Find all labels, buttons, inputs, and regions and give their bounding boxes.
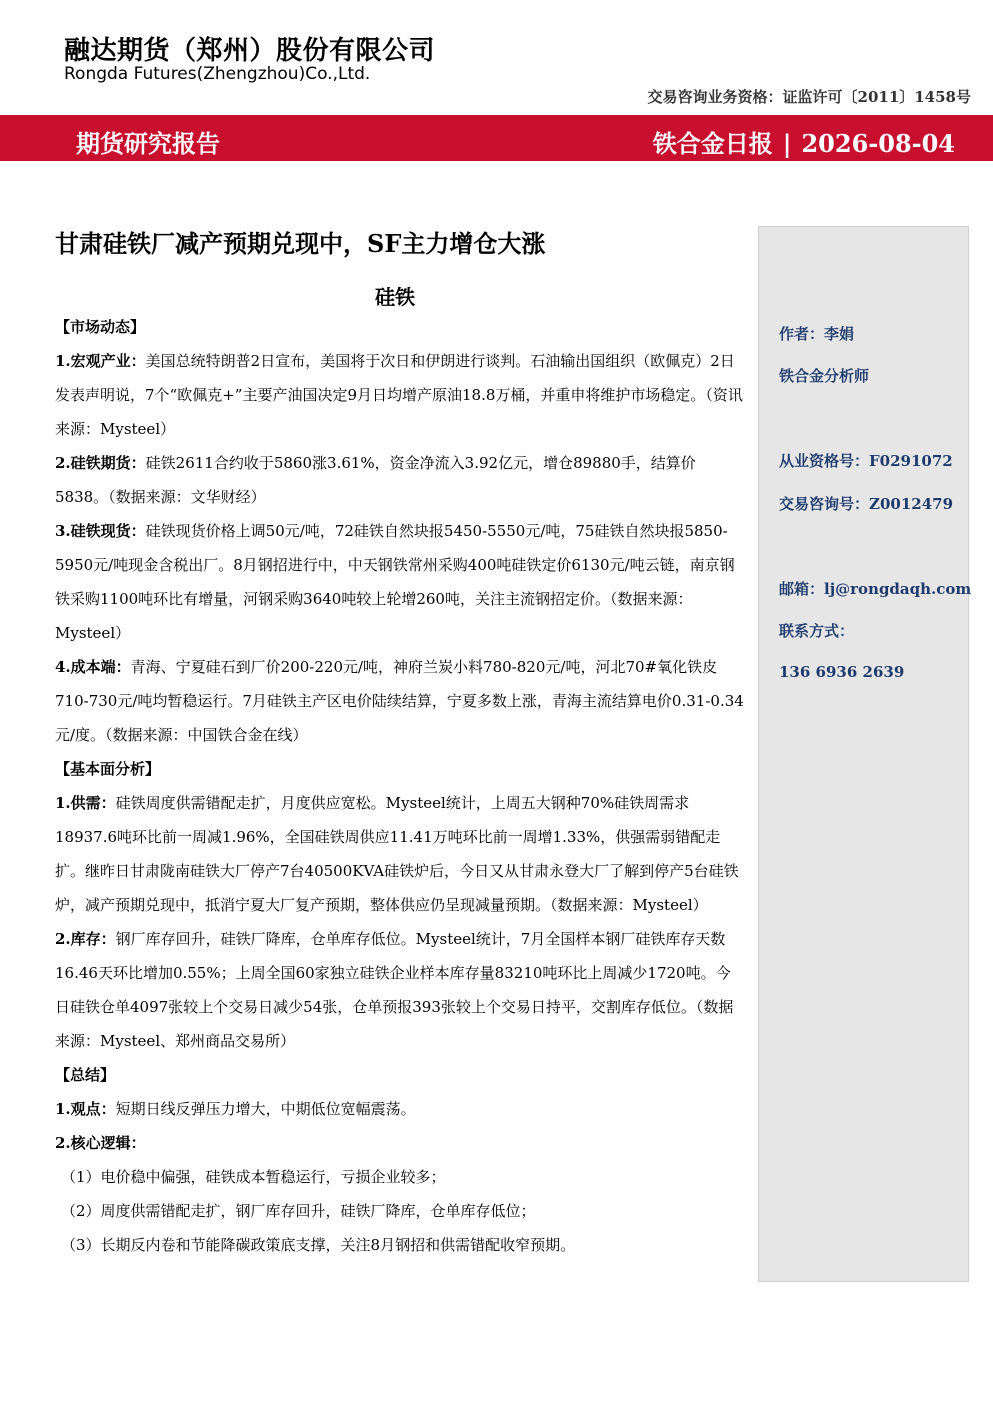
article-title: 甘肃硅铁厂减产预期兑现中，SF主力增仓大涨 bbox=[55, 229, 546, 258]
item-text: 硅铁2611合约收于5860涨3.61%，资金净流入3.92亿元，增仓89880手，结算价5838。（数据来源：文华财经） bbox=[55, 454, 696, 506]
section-heading-market: 【市场动态】 bbox=[55, 318, 146, 336]
item-text: 短期日线反弹压力增大，中期低位宽幅震荡。 bbox=[115, 1100, 416, 1118]
item-text: 青海、宁夏硅石到厂价200-220元/吨，神府兰炭小料780-820元/吨，河北70#氧化铁皮710-730元/吨均暂稳运行。7月硅铁主产区电价陆续结算，宁夏多数上涨，青海主流结算电价0.31-0.34元/度。（数据来源：中国铁合金在线） bbox=[55, 658, 744, 744]
market-item bbox=[55, 344, 745, 446]
fundamental-item bbox=[55, 786, 745, 922]
article-subtitle: 硅铁 bbox=[375, 285, 415, 309]
item-text: 钢厂库存回升，硅铁厂降库，仓单库存低位。Mysteel统计，7月全国样本钢厂硅铁库存天数16.46天环比增加0.55%；上周全国60家独立硅铁企业样本库存量83210吨环比上周减少1720吨。今日硅铁仓单4097张较上个交易日减少54张，仓单预报393张较上个交易日持平，交割库存低位。（数据来源：Mysteel、郑州商品交易所） bbox=[55, 930, 734, 1050]
summary-view bbox=[55, 1092, 745, 1126]
market-item bbox=[55, 514, 745, 650]
section-heading-summary: 【总结】 bbox=[55, 1066, 116, 1084]
item-label: 1.观点： bbox=[55, 1100, 116, 1118]
license-text: 交易咨询业务资格：证监许可〔2011〕1458号 bbox=[647, 88, 971, 106]
market-item bbox=[55, 446, 745, 514]
item-label: 1.供需： bbox=[55, 794, 116, 812]
banner-separator: | bbox=[782, 129, 792, 158]
fundamental-item bbox=[55, 922, 745, 1058]
market-item bbox=[55, 650, 745, 752]
item-label: 2.库存： bbox=[55, 930, 116, 948]
author-email[interactable]: 邮箱：lj@rongdaqh.com bbox=[779, 580, 972, 598]
logic-item: （1）电价稳中偏强，硅铁成本暂稳运行，亏损企业较多； bbox=[61, 1168, 446, 1186]
item-label: 1.宏观产业： bbox=[55, 352, 146, 370]
author-sidebar bbox=[758, 226, 972, 1282]
author-name: 作者：李娟 bbox=[779, 325, 855, 343]
item-text: 硅铁现货价格上调50元/吨，72硅铁自然块报5450-5550元/吨，75硅铁自然块报5850-5950元/吨现金含税出厂。8月钢招进行中，中天钢铁常州采购400吨硅铁定价6130元/吨云链，南京钢铁采购1100吨环比有增量，河钢采购3640吨较上轮增260吨，关注主流钢招定价。（数据来源：Mysteel） bbox=[55, 522, 735, 642]
consult-number: 交易咨询号：Z0012479 bbox=[779, 495, 954, 513]
section-heading-fundamental: 【基本面分析】 bbox=[55, 760, 161, 778]
item-text: 硅铁周度供需错配走扩，月度供应宽松。Mysteel统计，上周五大钢种70%硅铁周需求18937.6吨环比前一周减1.96%，全国硅铁周供应11.41万吨环比前一周增1.33%，供强需弱错配走扩。继昨日甘肃陇南硅铁大厂停产7台40500KVA硅铁炉后，今日又从甘肃永登大厂了解到停产5台硅铁炉，减产预期兑现中，抵消宁夏大厂复产预期，整体供应仍呈现减量预期。（数据来源：Mysteel） bbox=[55, 794, 739, 914]
item-label: 2.硅铁期货： bbox=[55, 454, 146, 472]
company-name-en: Rongda Futures(Zhengzhou)Co.,Ltd. bbox=[64, 64, 371, 84]
item-text: 美国总统特朗普2日宣布，美国将于次日和伊朗进行谈判。石油输出国组织（欧佩克）2日发表声明说，7个“欧佩克+”主要产油国决定9月日均增产原油18.8万桶，并重申将维护市场稳定。（资讯来源：Mysteel） bbox=[55, 352, 743, 438]
banner-date: 2026-08-04 bbox=[801, 129, 955, 158]
company-name-cn: 融达期货（郑州）股份有限公司 bbox=[64, 36, 436, 66]
qualification-number: 从业资格号：F0291072 bbox=[779, 452, 953, 470]
contact-phone: 136 6936 2639 bbox=[779, 663, 905, 681]
logic-item: （3）长期反内卷和节能降碳政策底支撑，关注8月钢招和供需错配收窄预期。 bbox=[61, 1236, 576, 1254]
author-role: 铁合金分析师 bbox=[779, 367, 870, 385]
item-label: 4.成本端： bbox=[55, 658, 131, 676]
banner-report-name: 铁合金日报 bbox=[652, 129, 773, 158]
contact-label: 联系方式： bbox=[779, 622, 855, 640]
report-banner bbox=[0, 115, 993, 161]
banner-report-type: 期货研究报告 bbox=[76, 129, 220, 158]
article-body bbox=[55, 310, 745, 1262]
banner-report-info bbox=[653, 124, 955, 159]
logic-item: （2）周度供需错配走扩，钢厂库存回升，硅铁厂降库，仓单库存低位； bbox=[61, 1202, 536, 1220]
summary-logic-label: 2.核心逻辑： bbox=[55, 1134, 146, 1152]
item-label: 3.硅铁现货： bbox=[55, 522, 146, 540]
